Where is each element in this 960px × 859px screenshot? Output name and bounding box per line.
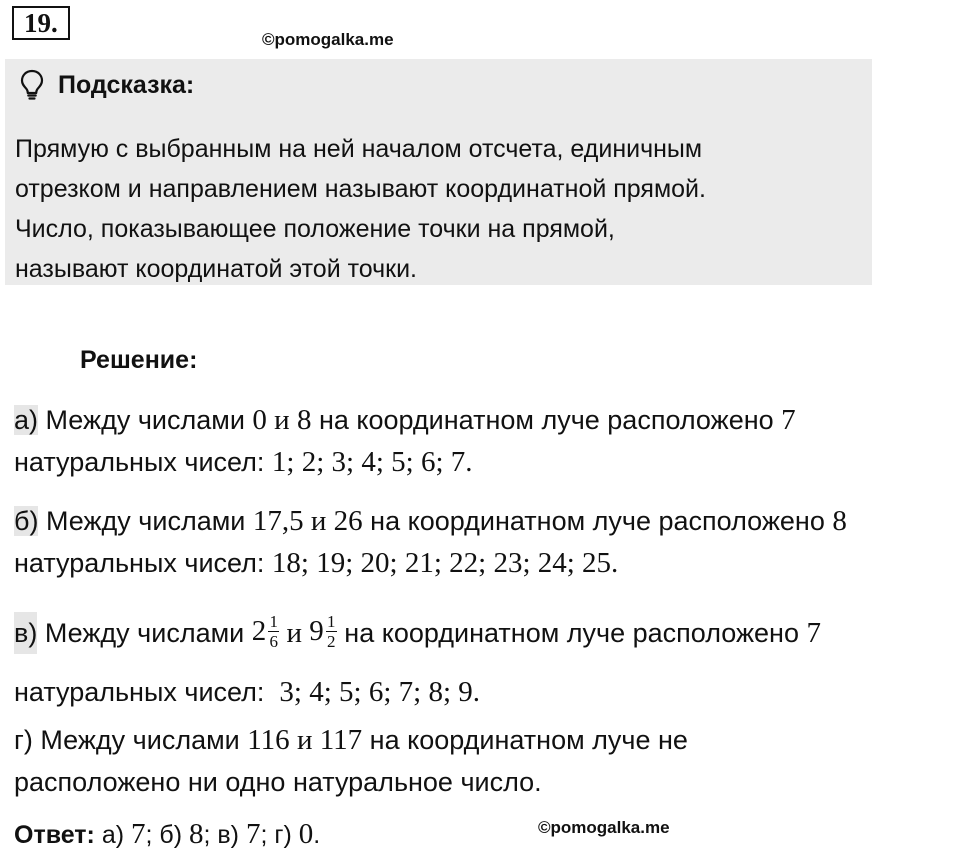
item-line (14, 671, 821, 713)
item-line (14, 719, 688, 761)
answer-part-label: ; б) (145, 821, 189, 849)
mixed-whole: 9 (309, 615, 324, 647)
item-letter: а) (14, 405, 39, 435)
watermark-bottom: ©pomogalka.me (538, 818, 670, 837)
item-text: Между числами (38, 405, 253, 435)
item-text: натуральных чисел: (14, 548, 272, 578)
answer (14, 818, 320, 851)
number-list: 18; 19; 20; 21; 22; 23; 24; 25. (271, 547, 619, 579)
math-number: 8 (296, 404, 312, 436)
math-number: 26 (333, 505, 363, 537)
item-text: Между числами (38, 506, 253, 536)
item-letter: б) (14, 506, 39, 536)
answer-part-label: а) (94, 821, 131, 849)
math-conj: и (279, 617, 310, 649)
mixed-whole: 2 (251, 615, 267, 647)
math-number: 7 (806, 617, 821, 649)
mixed-number (309, 610, 337, 652)
math-number: 17,5 (252, 505, 304, 537)
math-conj: и (266, 404, 297, 436)
item-letter: г) (14, 725, 33, 755)
solution-title: Решение: (80, 346, 198, 374)
hint-title: Подсказка: (58, 70, 195, 99)
number-list: 3; 4; 5; 6; 7; 8; 9. (279, 676, 480, 708)
math-conj: и (303, 505, 334, 537)
item-line (14, 441, 796, 483)
number-list: 1; 2; 3; 4; 5; 6; 7. (271, 446, 473, 478)
fraction-numerator: 1 (269, 611, 278, 631)
fraction-numerator: 1 (327, 611, 336, 631)
hint-line: называют координатой этой точки. (15, 255, 418, 283)
hint-line: отрезком и направлением называют координатной прямой. (15, 175, 706, 203)
fraction (268, 612, 279, 651)
hint-heading (20, 69, 194, 101)
math-number: 8 (832, 505, 847, 537)
answer-value: 8 (188, 818, 204, 850)
answer-value: 0 (298, 818, 314, 850)
item-line: расположено ни одно натуральное число. (14, 767, 542, 797)
item-text: Между числами (37, 618, 252, 648)
item-text: Между числами (32, 725, 248, 755)
item-text: на координатном луче расположено (362, 506, 833, 536)
hint-line: Прямую с выбранным на ней началом отсчета, единичным (15, 135, 703, 163)
solution-item-a (14, 399, 796, 483)
math-conj: и (289, 724, 320, 756)
answer-label: Ответ: (14, 821, 95, 849)
watermark-top: ©pomogalka.me (262, 30, 394, 49)
answer-part-label: ; г) (260, 821, 299, 849)
answer-end: . (313, 821, 321, 849)
lightbulb-icon (20, 69, 44, 101)
item-line (14, 542, 847, 584)
math-number: 7 (781, 404, 796, 436)
item-text: на координатном луче расположено (311, 405, 782, 435)
task-number: 19. (12, 6, 70, 40)
fraction-denominator: 2 (327, 631, 336, 651)
item-line (14, 399, 796, 441)
item-line (14, 611, 821, 655)
item-letter: в) (14, 612, 37, 654)
answer-value: 7 (245, 818, 261, 850)
solution-item-b (14, 500, 847, 584)
item-text: на координатном луче не (362, 725, 688, 755)
item-text: натуральных чисел: (14, 677, 280, 707)
math-number: 117 (319, 724, 363, 756)
item-text: натуральных чисел: (14, 447, 272, 477)
hint-line: Число, показывающее положение точки на прямой, (15, 215, 615, 243)
answer-value: 7 (131, 818, 146, 850)
item-text: на координатном луче расположено (336, 618, 807, 648)
item-line (14, 500, 847, 542)
hint-text (15, 129, 706, 289)
math-number: 116 (247, 724, 290, 756)
solution-item-d (14, 719, 688, 803)
mixed-number (252, 610, 280, 652)
fraction-denominator: 6 (269, 631, 278, 651)
answer-part-label: ; в) (203, 821, 246, 849)
fraction (326, 612, 337, 651)
math-number: 0 (252, 404, 267, 436)
hint-box (5, 59, 872, 285)
solution-item-c (14, 611, 821, 713)
